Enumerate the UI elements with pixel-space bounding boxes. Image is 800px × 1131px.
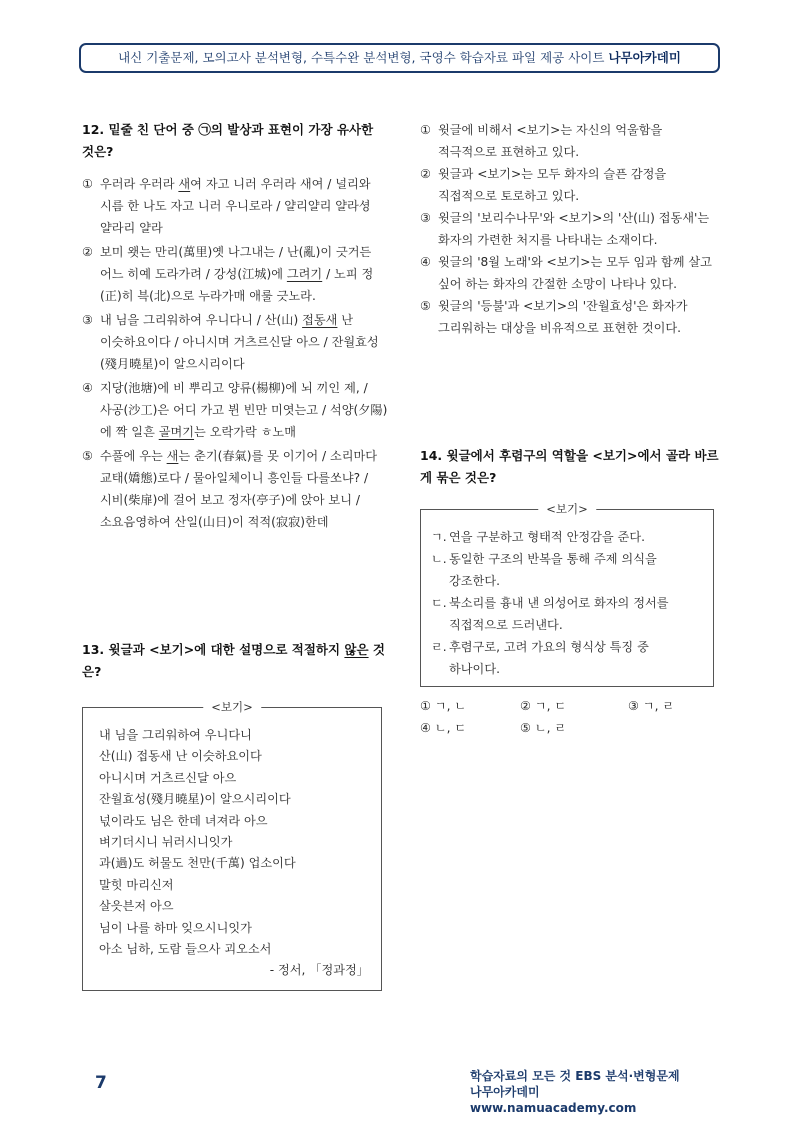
q12-option-1[interactable]: ① 우러라 우러라 새여 자고 니러 우러라 새여 / 널리와 시름 한 나도 자고 니러 우니로라 / 얄리얄리 얄라셩 얄라리 얄라 xyxy=(82,177,371,235)
underlined-word: 골며기 xyxy=(158,425,195,439)
banner-brand: 나무아카데미 xyxy=(608,50,681,65)
underlined-word: 새 xyxy=(178,177,191,191)
q13-option-3[interactable]: ③ 윗글의 '보리수나무'와 <보기>의 '산(山) 접동새'는 화자의 가련한 처지를 나타내는 소재이다. xyxy=(420,211,710,247)
q13-option-4[interactable]: ④ 윗글의 '8월 노래'와 <보기>는 모두 임과 함께 살고 싶어 하는 화자의 간절한 소망이 나타나 있다. xyxy=(420,255,712,291)
q14-answer-row-1 xyxy=(420,695,723,717)
poem-line: 내 님을 그리워하여 우니다니 xyxy=(99,728,252,742)
bogi-item: ㄱ. 연을 구분하고 형태적 안정감을 준다. xyxy=(431,530,645,544)
q14-bogi-box xyxy=(420,502,714,687)
q13-option-2[interactable]: ② 윗글과 <보기>는 모두 화자의 슬픈 감정을 직접적으로 토로하고 있다. xyxy=(420,167,667,203)
left-column xyxy=(82,119,388,991)
q12-option-3[interactable]: ③ 내 님을 그리워하여 우니다니 / 산(山) 접동새 난 이슷하요이다 / 아니시며 거츠르신달 아으 / 잔월효성(殘月曉星)이 알으시리이다 xyxy=(82,313,379,371)
bogi-label: <보기> xyxy=(203,699,261,715)
right-column xyxy=(420,119,723,739)
q14-answer-3[interactable]: ③ ㄱ, ㄹ xyxy=(628,699,675,713)
poem-line: 살읏븐저 아으 xyxy=(99,899,174,914)
poem-line: 말힛 마리신저 xyxy=(99,877,174,892)
q14-answer-5[interactable]: ⑤ ㄴ, ㄹ xyxy=(520,721,567,735)
footer-line-2[interactable]: 나무아카데미 www.namuacademy.com xyxy=(470,1085,637,1115)
q13-option-5[interactable]: ⑤ 윗글의 '등불'과 <보기>의 '잔월효성'은 화자가 그리워하는 대상을 비유적으로 표현한 것이다. xyxy=(420,299,688,335)
bogi-item: ㄷ. 북소리를 흉내 낸 의성어로 화자의 정서를 직접적으로 드러낸다. xyxy=(431,596,669,632)
q12-options xyxy=(82,173,388,533)
banner-text: 내신 기출문제, 모의고사 분석변형, 수특수완 분석변형, 국영수 학습자료 파일 제공 사이트 xyxy=(118,50,609,65)
poem-line: 님이 나를 하마 잊으시니잇가 xyxy=(99,920,252,935)
q14-answer-2[interactable]: ② ㄱ, ㄷ xyxy=(520,699,567,713)
underlined-word: 새 xyxy=(166,449,179,463)
poem-line: 벼기더시니 뉘러시니잇가 xyxy=(99,835,233,850)
bogi-item: ㄴ. 동일한 구조의 반복을 통해 주제 의식을 강조한다. xyxy=(431,552,657,588)
q14-answer-row-2 xyxy=(420,717,723,739)
q13-options xyxy=(420,119,723,339)
poem-line: 아니시며 거츠르신달 아으 xyxy=(99,770,237,785)
poem-line: 아소 님하, 도람 들으사 괴오소서 xyxy=(99,942,272,957)
bogi-label: <보기> xyxy=(538,501,596,517)
underlined-word: 접동새 xyxy=(302,313,338,327)
site-banner xyxy=(79,43,720,73)
underlined-word: 그려기 xyxy=(286,267,323,281)
q13-bogi-box xyxy=(82,700,382,991)
q12-option-5[interactable]: ⑤ 수풀에 우는 새는 춘기(春氣)를 못 이기어 / 소리마다 교태(嬌態)로다 / 물아일체이니 흥인들 다를쏘냐? / 시비(柴扉)에 걸어 보고 정자(亭子)에 앉아 보니 / 소요음영하여 산일(山日)이 적적(寂寂)한데 xyxy=(82,449,378,529)
q12-option-4[interactable]: ④ 지당(池塘)에 비 뿌리고 양류(楊柳)에 뇌 끼인 제, / 사공(沙工)은 어디 가고 뷘 빈만 미엿는고 / 석양(夕陽)에 짝 일흔 골며기는 오락가락 ㅎ노매 xyxy=(82,381,388,439)
q14-answer-1[interactable]: ① ㄱ, ㄴ xyxy=(420,699,467,713)
q13-option-1[interactable]: ① 윗글에 비해서 <보기>는 자신의 억울함을 적극적으로 표현하고 있다. xyxy=(420,123,663,159)
q14-answer-4[interactable]: ④ ㄴ, ㄷ xyxy=(420,721,467,735)
bogi-item: ㄹ. 후렴구로, 고려 가요의 형식상 특징 중 하나이다. xyxy=(431,640,649,676)
page-number: 7 xyxy=(95,1073,107,1093)
footer-info xyxy=(470,1068,710,1116)
q12-title: 12. 밑줄 친 단어 중 ㉠의 발상과 표현이 가장 유사한 것은? xyxy=(82,122,374,159)
q14-title: 14. 윗글에서 후렴구의 역할을 <보기>에서 골라 바르게 묶은 것은? xyxy=(420,448,719,485)
poem-line: 잔월효성(殘月曉星)이 알으시리이다 xyxy=(99,792,291,807)
q12-option-2[interactable]: ② 보미 왯는 만리(萬里)옛 나그내는 / 난(亂)이 긋거든 어느 히예 도라가려 / 강성(江城)에 그려기 / 노피 정(正)히 븍(北)으로 누라가매 애룰 긋노라. xyxy=(82,245,374,303)
poem-line: 산(山) 접동새 난 이슷하요이다 xyxy=(99,749,262,764)
poem-source: - 정서, 「정과정」 xyxy=(269,963,369,978)
footer-line-1: 학습자료의 모든 것 EBS 분석·변형문제 xyxy=(470,1069,680,1083)
poem-line: 과(過)도 허물도 천만(千萬) 업소이다 xyxy=(99,856,296,871)
q13-title: 13. 윗글과 <보기>에 대한 설명으로 적절하지 않은 것은? xyxy=(82,642,385,679)
poem-line: 넋이라도 님은 한데 녀져라 아으 xyxy=(99,813,268,828)
